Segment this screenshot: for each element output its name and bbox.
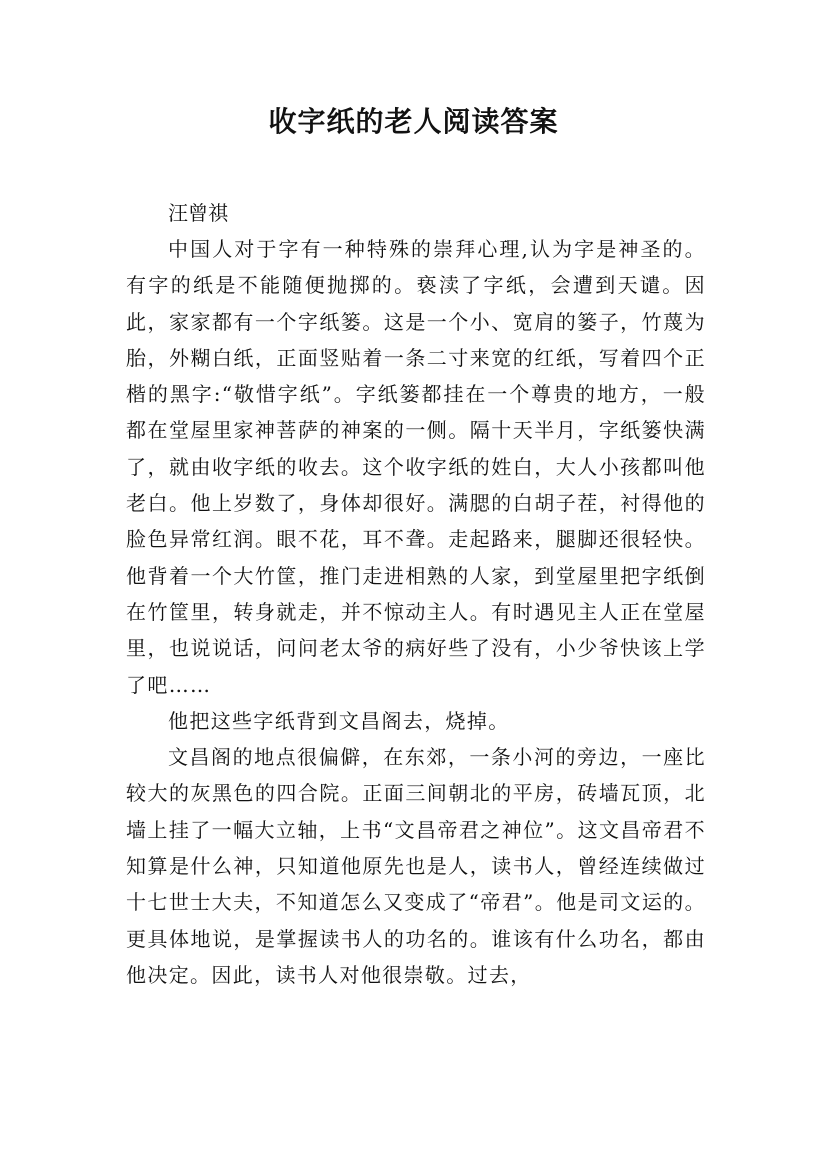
document-body — [126, 195, 706, 993]
paragraph-3: 文昌阁的地点很偏僻，在东郊，一条小河的旁边，一座比较大的灰黑色的四合院。正面三间朝北的平房，砖墙瓦顶，北墙上挂了一幅大立轴，上书“文昌帝君之神位”。这文昌帝君不知算是什么神，只知道他原先也是人，读书人，曾经连续做过十七世士大夫，不知道怎么又变成了“帝君”。他是司文运的。更具体地说，是掌握读书人的功名的。谁该有什么功名，都由他决定。因此，读书人对他很崇敬。过去， — [126, 745, 706, 987]
paragraph-2: 他把这些字纸背到文昌阁去，烧掉。 — [168, 708, 510, 733]
paragraph-1: 中国人对于字有一种特殊的崇拜心理,认为字是神圣的。有字的纸是不能随便抛掷的。亵渎了字纸，会遭到天谴。因此，家家都有一个字纸篓。这是一个小、宽肩的篓子，竹蔑为胎，外糊白纸，正面竖贴着一条二寸来宽的红纸，写着四个正楷的黑字:“敬惜字纸”。字纸篓都挂在一个尊贵的地方，一般都在堂屋里家神菩萨的神案的一侧。隔十天半月，字纸篓快满了，就由收字纸的收去。这个收字纸的姓白，大人小孩都叫他老白。他上岁数了，身体却很好。满腮的白胡子茬，衬得他的脸色异常红润。眼不花，耳不聋。走起路来，腿脚还很轻快。他背着一个大竹筐，推门走进相熟的人家，到堂屋里把字纸倒在竹筐里，转身就走，并不惊动主人。有时遇见主人正在堂屋里，也说说话，问问老太爷的病好些了没有，小少爷快该上学了吧…… — [126, 237, 706, 697]
document-title: 收字纸的老人阅读答案 — [268, 105, 559, 138]
author-name: 汪曾祺 — [168, 201, 228, 225]
